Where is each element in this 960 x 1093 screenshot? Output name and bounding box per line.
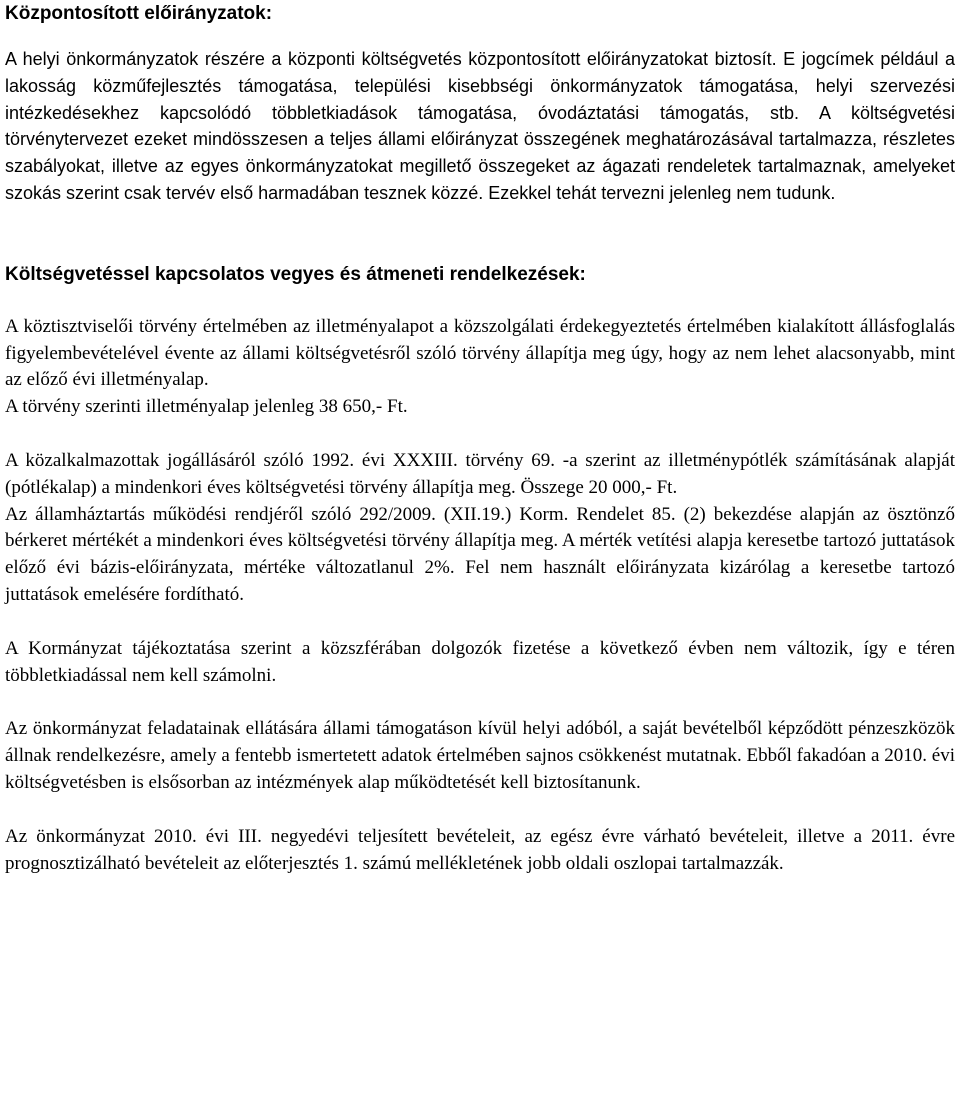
document-page xyxy=(5,0,955,877)
centralized-appropriations-paragraph: A helyi önkormányzatok részére a központi költségvetés központosított előirányzatokat biztosít. E jogcímek például a lakosság közműfejlesztés támogatása, települési kisebbségi önkormányzatok támogatása, helyi szervezési intézkedésekhez kapcsolódó többletkiadások támogatása, óvodáztatási támogatás, stb. A költségvetési törvénytervezet ezeket mindösszesen a teljes állami előirányzat összegének meghatározásával tartalmazza, részletes szabályokat, illetve az egyes önkormányzatokat megillető összegeket az ágazati rendeletek tartalmaznak, amelyeket szokás szerint csak tervév első harmadában tesznek közzé. Ezekkel tehát tervezni jelenleg nem tudunk. xyxy=(5,49,955,203)
public-employee-supplement-paragraph: A közalkalmazottak jogállásáról szóló 1992. évi XXXIII. törvény 69. -a szerint az illetménypótlék számításának alapját (pótlékalap) a mindenkori éves költségvetési törvény állapítja meg. Összege 20 000,- Ft. xyxy=(5,449,955,498)
section-heading-budget-provisions: Költségvetéssel kapcsolatos vegyes és átmeneti rendelkezések: xyxy=(5,263,586,285)
quarterly-revenue-paragraph: Az önkormányzat 2010. évi III. negyedévi teljesített bevételeit, az egész évre várható bevételeit, illetve a 2011. évre prognosztizálható bevételeit az előterjesztés 1. számú mellékletének jobb oldali oszlopai tartalmazzák. xyxy=(5,825,955,874)
section-heading-centralized-appropriations: Központosított előirányzatok: xyxy=(5,3,273,24)
incentive-wage-paragraph: Az államháztartás működési rendjéről szóló 292/2009. (XII.19.) Korm. Rendelet 85. (2) bekezdése alapján az ösztönző bérkeret mértékét a mindenkori éves költségvetési törvény állapítja meg. A mérték vetítési alapja keresetbe tartozó juttatások előző évi bázis-előirányzata, mértéke változatlanul 2%. Fel nem használt előirányzata kizárólag a keresetbe tartozó juttatások emelésére fordítható. xyxy=(5,503,955,605)
salary-base-paragraph: A törvény szerinti illetményalap jelenleg 38 650,- Ft. xyxy=(5,396,408,418)
government-information-paragraph: A Kormányzat tájékoztatása szerint a közszférában dolgozók fizetése a következő évben nem változik, így e téren többletkiadással nem kell számolni. xyxy=(5,637,955,686)
civil-servant-salary-paragraph: A köztisztviselői törvény értelmében az illetményalapot a közszolgálati érdekegyeztetés értelmében kialakított állásfoglalás figyelembevételével évente az állami költségvetésről szóló törvény állapítja meg úgy, hogy az nem lehet alacsonyabb, mint az előző évi illetményalap. xyxy=(5,315,955,391)
municipal-revenue-paragraph: Az önkormányzat feladatainak ellátására állami támogatáson kívül helyi adóból, a saját bevételből képződött pénzeszközök állnak rendelkezésre, amely a fentebb ismertetett adatok értelmében sajnos csökkenést mutatnak. Ebből fakadóan a 2010. évi költségvetésben is elsősorban az intézmények alap működtetését kell biztosítanunk. xyxy=(5,718,955,793)
